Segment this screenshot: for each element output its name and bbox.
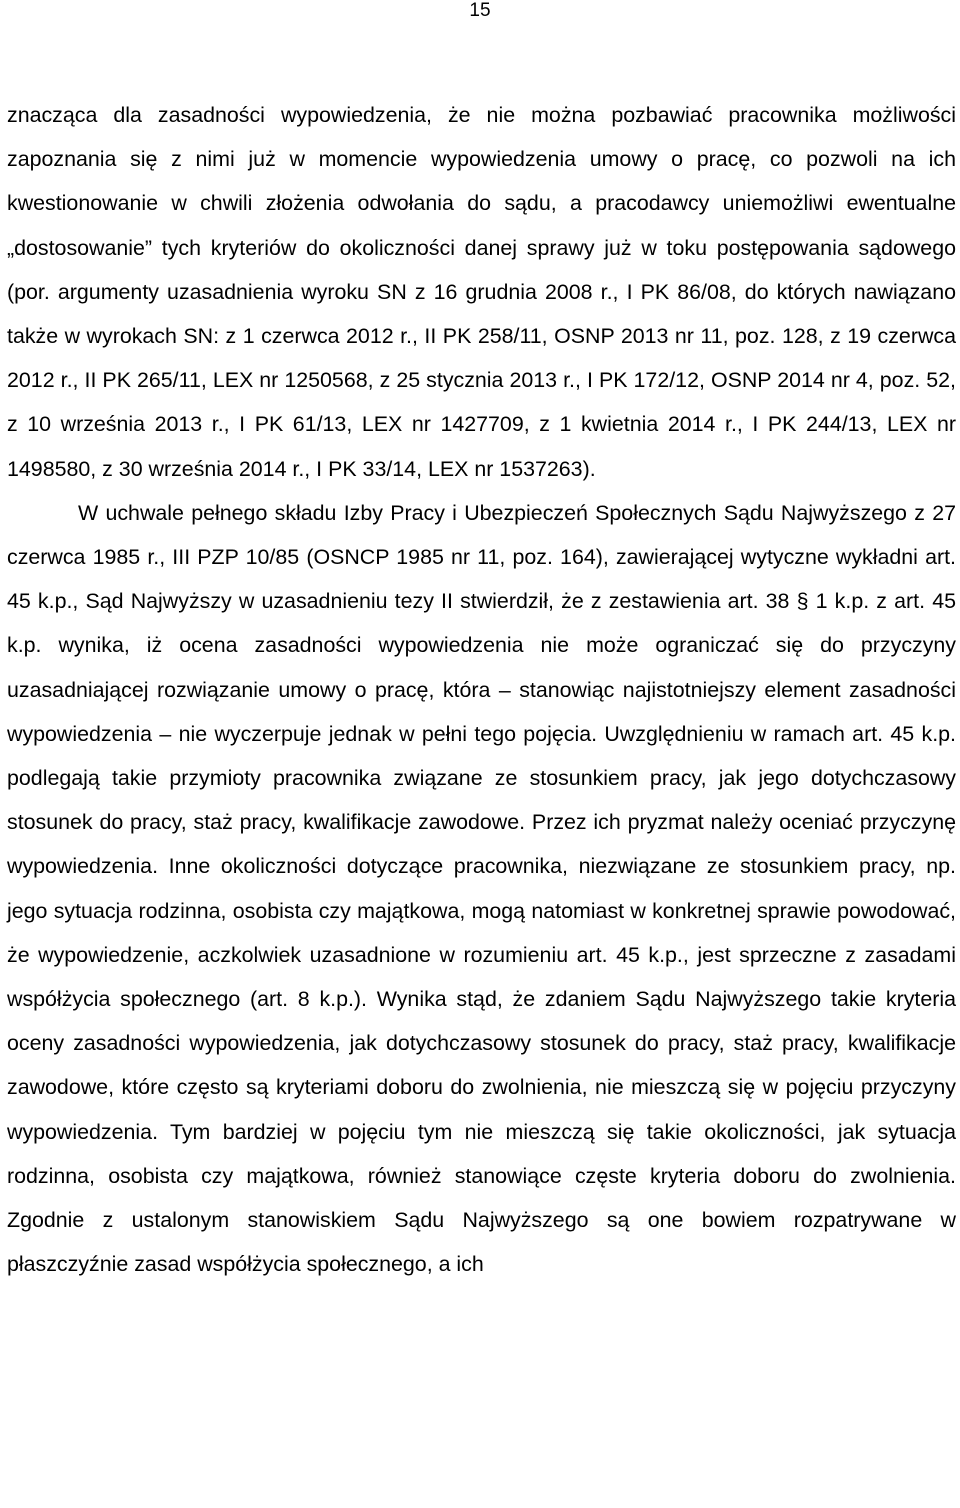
paragraph-continuation: znacząca dla zasadności wypowiedzenia, że nie można pozbawiać pracownika możliwości zapoznania się z nimi już w momencie wypowiedzenia umowy o pracę, co pozwoli na ich kwestionowanie w chwili złożenia odwołania do sądu, a pracodawcy uniemożliwi ewentualne „dostosowanie” tych kryteriów do okoliczności danej sprawy już w toku postępowania sądowego (por. argumenty uzasadnienia wyroku SN z 16 grudnia 2008 r., I PK 86/08, do których nawiązano także w wyrokach SN: z 1 czerwca 2012 r., II PK 258/11, OSNP 2013 nr 11, poz. 128, z 19 czerwca 2012 r., II PK 265/11, LEX nr 1250568, z 25 stycznia 2013 r., I PK 172/12, OSNP 2014 nr 4, poz. 52, z 10 września 2013 r., I PK 61/13, LEX nr 1427709, z 1 kwietnia 2014 r., I PK 244/13, LEX nr 1498580, z 30 września 2014 r., I PK 33/14, LEX nr 1537263).: [7, 103, 956, 481]
page-number: 15: [469, 0, 491, 21]
paragraph-resolution: W uchwale pełnego składu Izby Pracy i Ubezpieczeń Społecznych Sądu Najwyższego z 27 czerwca 1985 r., III PZP 10/85 (OSNCP 1985 nr 11, poz. 164), zawierającej wytyczne wykładni art. 45 k.p., Sąd Najwyższy w uzasadnieniu tezy II stwierdził, że z zestawienia art. 38 § 1 k.p. z art. 45 k.p. wynika, iż ocena zasadności wypowiedzenia nie może ograniczać się do przyczyny uzasadniającej rozwiązanie umowy o pracę, która – stanowiąc najistotniejszy element zasadności wypowiedzenia – nie wyczerpuje jednak w pełni tego pojęcia. Uwzględnieniu w ramach art. 45 k.p. podlegają takie przymioty pracownika związane ze stosunkiem pracy, jak jego dotychczasowy stosunek do pracy, staż pracy, kwalifikacje zawodowe. Przez ich pryzmat należy oceniać przyczynę wypowiedzenia. Inne okoliczności dotyczące pracownika, niezwiązane ze stosunkiem pracy, np. jego sytuacja rodzinna, osobista czy majątkowa, mogą natomiast w konkretnej sprawie powodować, że wypowiedzenie, aczkolwiek uzasadnione w rozumieniu art. 45 k.p., jest sprzeczne z zasadami współżycia społecznego (art. 8 k.p.). Wynika stąd, że zdaniem Sądu Najwyższego takie kryteria oceny zasadności wypowiedzenia, jak dotychczasowy stosunek do pracy, staż pracy, kwalifikacje zawodowe, które często są kryteriami doboru do zwolnienia, nie mieszczą się w pojęciu przyczyny wypowiedzenia. Tym bardziej w pojęciu tym nie mieszczą się takie okoliczności, jak sytuacja rodzinna, osobista czy majątkowa, również stanowiące częste kryteria doboru do zwolnienia. Zgodnie z ustalonym stanowiskiem Sądu Najwyższego są one bowiem rozpatrywane w płaszczyźnie zasad współżycia społecznego, a ich: [7, 500, 956, 1277]
document-body: [7, 93, 956, 1286]
